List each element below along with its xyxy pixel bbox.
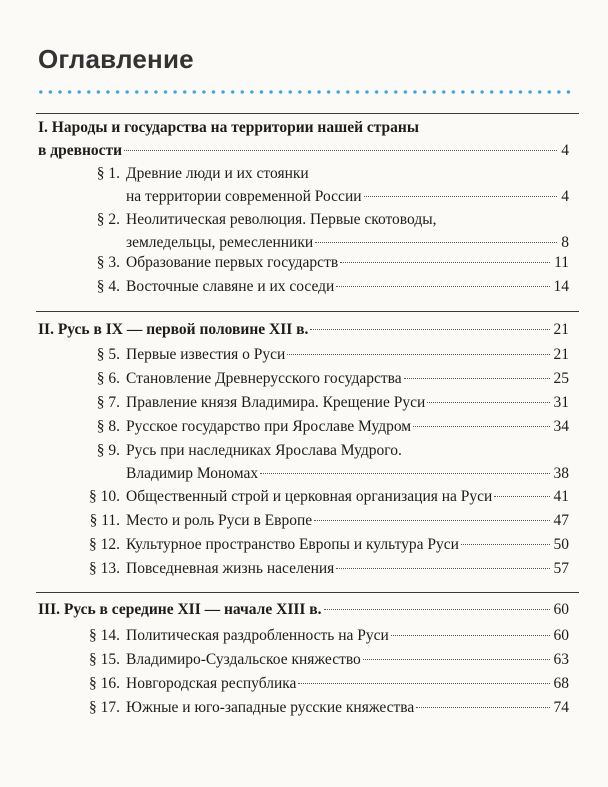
page-number: 38 bbox=[553, 465, 569, 482]
page-number: 11 bbox=[554, 254, 569, 271]
section-number: § 7. bbox=[96, 394, 120, 411]
dot-leader bbox=[310, 329, 549, 330]
dot-leader bbox=[404, 378, 550, 379]
dot-leader bbox=[324, 609, 550, 610]
section-number: § 11. bbox=[89, 512, 120, 529]
section-title-line: Неолитическая революция. Первые скотоводы, bbox=[126, 211, 437, 228]
page-number: 47 bbox=[553, 512, 569, 529]
page-number: 21 bbox=[553, 321, 569, 338]
section-title-line: Русское государство при Ярославе Мудром bbox=[126, 418, 412, 435]
dot-leader bbox=[298, 683, 549, 684]
section-title-line: Древние люди и их стоянки bbox=[126, 165, 309, 182]
section-number: § 12. bbox=[89, 536, 120, 553]
dot-leader bbox=[287, 354, 549, 355]
section-number: § 1. bbox=[96, 165, 120, 182]
section-number: § 9. bbox=[96, 442, 120, 459]
page-number: 57 bbox=[553, 560, 569, 577]
dot-leader bbox=[364, 196, 558, 197]
page-number: 25 bbox=[553, 370, 569, 387]
dot-leader bbox=[260, 473, 549, 474]
section-number: § 13. bbox=[89, 560, 120, 577]
section-number: § 6. bbox=[96, 370, 120, 387]
section-title-line: Владимиро-Суздальское княжество bbox=[126, 651, 361, 668]
section-number: § 16. bbox=[89, 675, 120, 692]
page-number: 60 bbox=[553, 627, 569, 644]
part-divider bbox=[36, 113, 579, 114]
part-divider bbox=[36, 311, 579, 312]
dot-leader bbox=[340, 262, 550, 263]
page-number: 4 bbox=[561, 188, 569, 205]
section-number: § 8. bbox=[96, 418, 120, 435]
section-title-line: Русь при наследниках Ярослава Мудрого. bbox=[126, 442, 402, 459]
dot-leader bbox=[315, 242, 557, 243]
section-number: § 10. bbox=[89, 488, 120, 505]
page-title: Оглавление bbox=[38, 44, 194, 74]
section-title-line: Политическая раздробленность на Руси bbox=[126, 627, 389, 644]
section-number: § 5. bbox=[96, 346, 120, 363]
page-number: 50 bbox=[553, 536, 569, 553]
section-title-line: Первые известия о Руси bbox=[126, 346, 286, 363]
section-title-line: Правление князя Владимира. Крещение Руси bbox=[126, 394, 426, 411]
part-title-line: в древности bbox=[38, 142, 123, 159]
part-title-line: II. Русь в IX — первой половине XII в. bbox=[38, 321, 309, 338]
page-number: 21 bbox=[553, 346, 569, 363]
section-number: § 2. bbox=[96, 211, 120, 228]
section-title-line: Повседневная жизнь населения bbox=[126, 560, 335, 577]
dot-leader bbox=[413, 426, 549, 427]
part-divider bbox=[36, 592, 579, 593]
section-title-line: Образование первых государств bbox=[126, 254, 339, 271]
dot-leader bbox=[391, 635, 550, 636]
dot-leader bbox=[124, 150, 557, 151]
dot-leader bbox=[461, 544, 550, 545]
dot-leader bbox=[416, 707, 549, 708]
page-number: 74 bbox=[553, 699, 569, 716]
page-number: 68 bbox=[553, 675, 569, 692]
dot-leader bbox=[427, 402, 549, 403]
section-title-line: на территории современной России bbox=[126, 188, 362, 205]
section-title-line: Новгородская республика bbox=[126, 675, 297, 692]
section-number: § 17. bbox=[89, 699, 120, 716]
section-title-line: Место и роль Руси в Европе bbox=[126, 512, 313, 529]
dot-leader bbox=[494, 496, 549, 497]
section-title-line: Южные и юго-западные русские княжества bbox=[126, 699, 415, 716]
page-number: 31 bbox=[553, 394, 569, 411]
part-title-line: III. Русь в середине XII — начале XIII в. bbox=[38, 601, 322, 618]
section-number: § 15. bbox=[89, 651, 120, 668]
section-title-line: Владимир Мономах bbox=[126, 465, 259, 482]
part-title-line: I. Народы и государства на территории нашей страны bbox=[38, 119, 419, 136]
dot-leader bbox=[314, 520, 549, 521]
section-title-line: земледельцы, ремесленники bbox=[126, 234, 314, 251]
section-title-line: Общественный строй и церковная организация на Руси bbox=[126, 488, 493, 505]
section-number: § 14. bbox=[89, 627, 120, 644]
section-title-line: Культурное пространство Европы и культура Руси bbox=[126, 536, 459, 553]
dotted-rule bbox=[36, 89, 576, 95]
page-number: 34 bbox=[553, 418, 569, 435]
page-number: 60 bbox=[553, 601, 569, 618]
page-number: 63 bbox=[553, 651, 569, 668]
page-number: 4 bbox=[561, 142, 569, 159]
page-number: 41 bbox=[553, 488, 569, 505]
dot-leader bbox=[363, 659, 550, 660]
dot-leader bbox=[336, 286, 549, 287]
page-number: 8 bbox=[561, 234, 569, 251]
section-title-line: Становление Древнерусского государства bbox=[126, 370, 402, 387]
section-number: § 4. bbox=[96, 278, 120, 295]
section-title-line: Восточные славяне и их соседи bbox=[126, 278, 335, 295]
section-number: § 3. bbox=[96, 254, 120, 271]
page-number: 14 bbox=[553, 278, 569, 295]
dot-leader bbox=[336, 568, 549, 569]
